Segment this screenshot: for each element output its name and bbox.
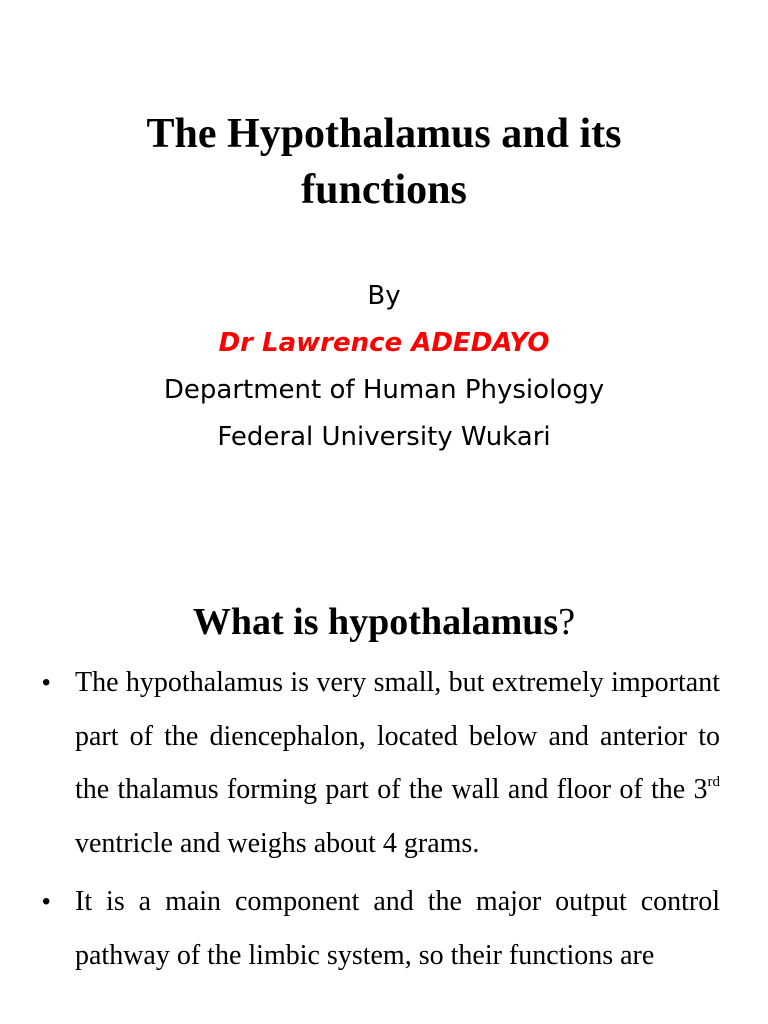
ordinal-superscript: rd (707, 774, 720, 790)
slide-heading-question-mark: ? (558, 601, 576, 643)
by-label: By (367, 281, 401, 311)
bullet-1-text-end: ventricle and weighs about 4 grams. (75, 827, 480, 859)
bullet-2-text: It is a main component and the major output control pathway of the limbic system, so their functions are (75, 886, 720, 971)
slide-heading (0, 598, 768, 646)
slide-title-line-2: functions (301, 167, 467, 213)
bullet-list (40, 656, 720, 987)
slide-heading-text: What is hypothalamus (192, 601, 559, 643)
slide-title-line-1: The Hypothalamus and its (146, 111, 622, 157)
bullet-dot-icon: • (42, 669, 51, 696)
slide-title (0, 106, 768, 218)
bullet-item-2 (40, 875, 720, 982)
content-slide (0, 560, 768, 1024)
department-name: Department of Human Physiology (163, 375, 605, 405)
bullet-dot-icon: • (42, 888, 51, 915)
bullet-1-text: The hypothalamus is very small, but extremely important part of the diencephalon, located below and anterior to the thalamus forming part of the wall and floor of the 3 (75, 667, 720, 805)
university-name: Federal University Wukari (217, 422, 551, 452)
author-name: Dr Lawrence ADEDAYO (218, 328, 550, 358)
bullet-item-1 (40, 656, 720, 870)
